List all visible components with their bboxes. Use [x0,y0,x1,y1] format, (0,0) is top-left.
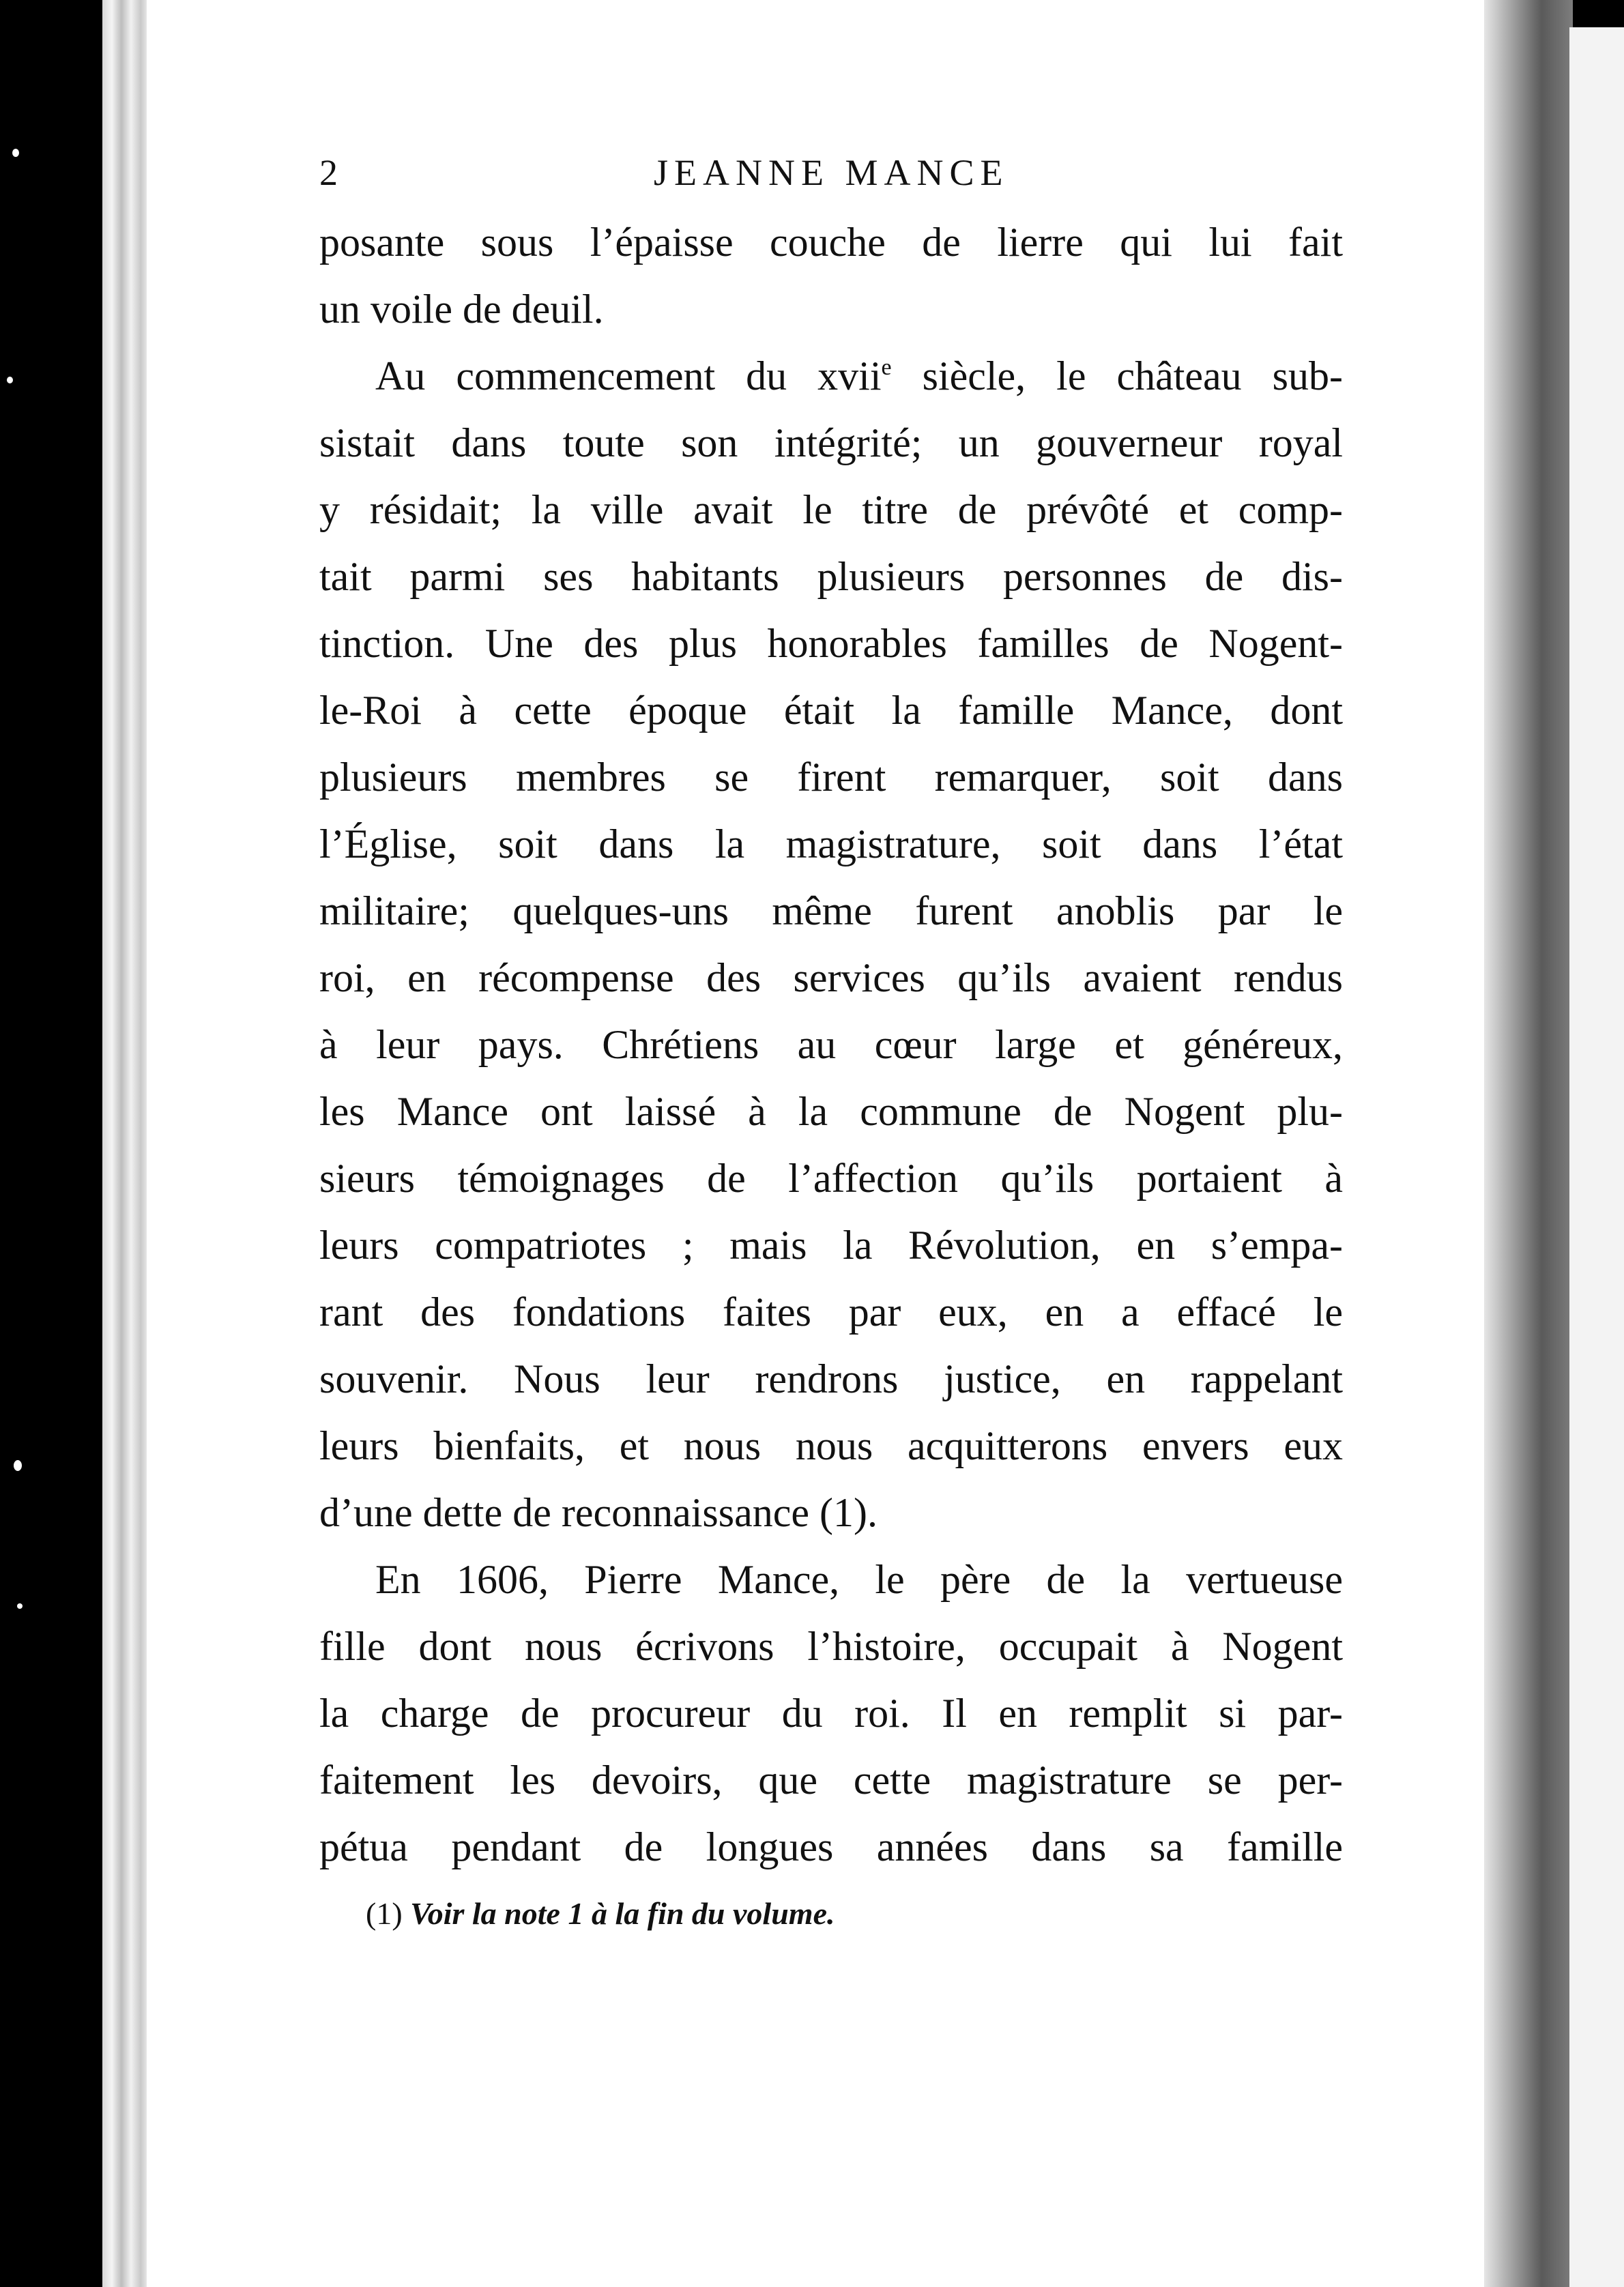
body-line: sistait dans toute son intégrité; un gouverneur royal [319,420,1343,465]
superscript: e [881,355,892,380]
body-line: pétua pendant de longues années dans sa famille [319,1824,1343,1869]
facing-page-strip [1569,27,1624,2287]
body-line: En 1606, Pierre Mance, le père de la vertueuse [375,1557,1343,1602]
body-line-end: siècle, le château sub- [891,353,1343,398]
body-line: la charge de procureur du roi. Il en remplit si par- [319,1691,1343,1736]
body-line: souvenir. Nous leur rendrons justice, en rappelant [319,1356,1343,1401]
body-line: l’Église, soit dans la magistrature, soit dans l’état [319,821,1343,866]
scan-speck [14,1460,22,1471]
body-line: tinction. Une des plus honorables familles de Nogent- [319,621,1343,666]
body-line: d’une dette de reconnaissance (1). [319,1490,878,1535]
body-line: militaire; quelques-uns même furent anoblis par le [319,888,1343,933]
body-line: leurs bienfaits, et nous nous acquitterons envers eux [319,1423,1343,1468]
footnote-text: Voir la note 1 à la fin du volume. [410,1896,835,1931]
body-line: le-Roi à cette époque était la famille Mance, dont [319,688,1343,733]
binding-shadow [1484,0,1573,2287]
running-title: JEANNE MANCE [654,152,1009,193]
body-line: roi, en récompense des services qu’ils avaient rendus [319,955,1343,1000]
body-line: à leur pays. Chrétiens au cœur large et généreux, [319,1022,1343,1067]
body-line: les Mance ont laissé à la commune de Nogent plu- [319,1089,1343,1134]
body-line: sieurs témoignages de l’affection qu’ils portaient à [319,1156,1343,1201]
body-line: plusieurs membres se firent remarquer, soit dans [319,755,1343,800]
body-line: posante sous l’épaisse couche de lierre qui lui fait [319,220,1343,265]
body-line: rant des fondations faites par eux, en a effacé le [319,1290,1343,1335]
scan-speck [12,149,19,157]
body-line: y résidait; la ville avait le titre de prévôté et comp- [319,487,1343,532]
body-line: leurs compatriotes ; mais la Révolution, en s’empa- [319,1223,1343,1268]
scan-speck [7,377,13,383]
body-line [319,343,1343,409]
scan-speck [17,1603,23,1609]
page-header [319,149,1343,196]
body-line: faitement les devoirs, que cette magistrature se per- [319,1758,1343,1803]
body-line: tait parmi ses habitants plusieurs personnes de dis- [319,554,1343,599]
footnote-marker: (1) [366,1896,403,1931]
body-line-start: Au commencement du xvii [375,353,882,398]
footnote [366,1890,835,1938]
page-stack-edge [102,0,150,2287]
body-line: fille dont nous écrivons l’histoire, occupait à Nogent [319,1624,1343,1669]
body-line: un voile de deuil. [319,287,604,332]
page-number: 2 [319,152,338,193]
